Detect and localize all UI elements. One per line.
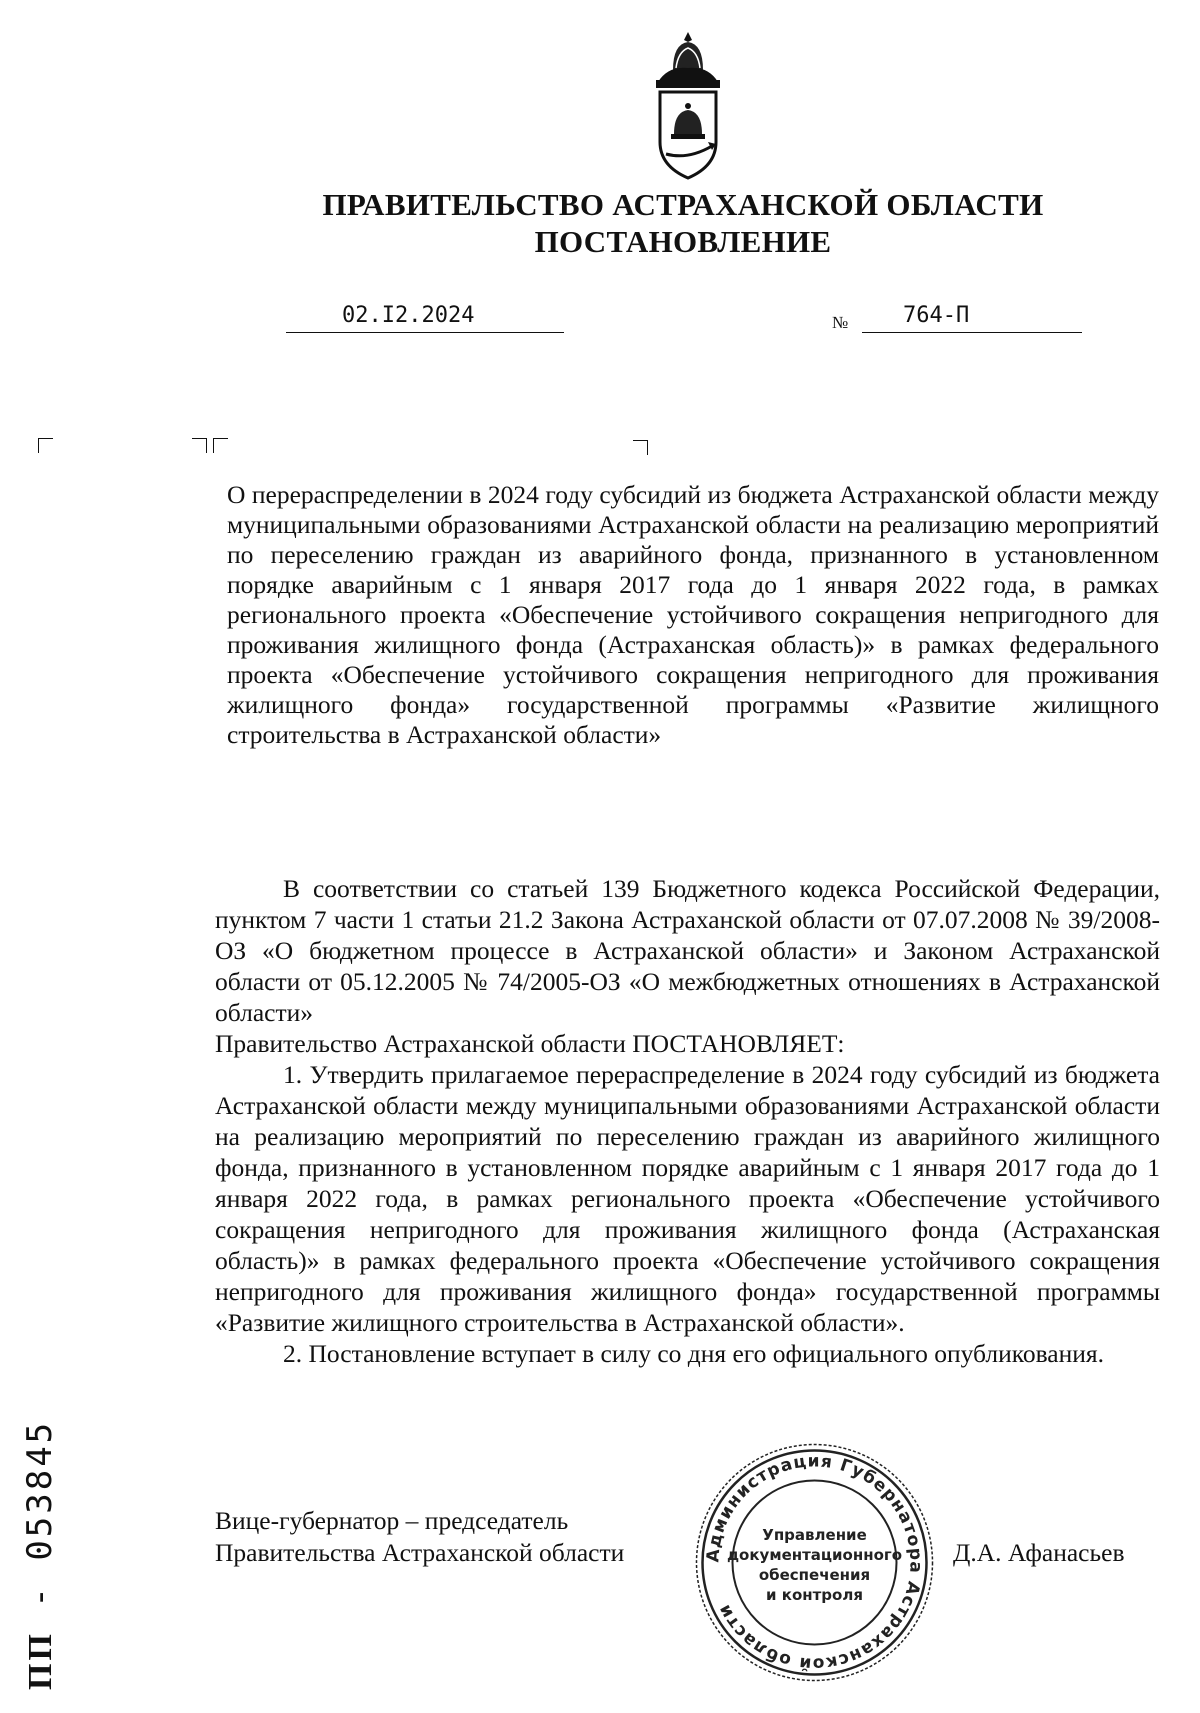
signatory-position bbox=[215, 1505, 624, 1569]
number-underline bbox=[862, 302, 1082, 333]
body-paragraph-resolves: Правительство Астраханской области ПОСТАНОВЛЯЕТ: bbox=[215, 1029, 845, 1058]
bracket-top-mid-left bbox=[192, 438, 207, 453]
official-stamp bbox=[692, 1440, 937, 1685]
document-body bbox=[215, 873, 1160, 1369]
body-paragraph-item-2: 2. Постановление вступает в силу со дня его официального опубликования. bbox=[283, 1339, 1104, 1368]
bracket-top-mid-right bbox=[213, 438, 228, 453]
stamp-ring-text: Администрация Губернатора Астраханской области bbox=[703, 1451, 926, 1674]
stamp-line-1: Управление bbox=[762, 1526, 867, 1544]
bracket-top-left bbox=[38, 438, 53, 453]
signatory-position-line1: Вице-губернатор – председатель bbox=[215, 1506, 569, 1535]
stamp-line-4: и контроля bbox=[766, 1586, 863, 1604]
authority-title: ПРАВИТЕЛЬСТВО АСТРАХАНСКОЙ ОБЛАСТИ bbox=[322, 187, 1044, 222]
serial-digits: 053845 bbox=[20, 1419, 60, 1561]
number-label: № bbox=[832, 313, 849, 332]
stamp-line-3: обеспечения bbox=[758, 1566, 871, 1584]
document-date: 02.I2.2024 bbox=[342, 303, 475, 328]
bracket-top-right bbox=[633, 440, 648, 455]
coat-of-arms-emblem bbox=[638, 30, 738, 185]
document-number: 764-П bbox=[903, 303, 970, 328]
blank-serial-number bbox=[20, 1420, 60, 1690]
signatory-position-line2: Правительства Астраханской области bbox=[215, 1538, 625, 1567]
serial-dash: - bbox=[20, 1560, 60, 1632]
document-type-title: ПОСТАНОВЛЕНИЕ bbox=[534, 224, 832, 259]
document-subject: О перераспределении в 2024 году субсидий из бюджета Астраханской области между муниципальными образованиями Астраханской области на реализацию мероприятий по переселению граждан из аварийного фонда, признанного в установленном порядке аварийным с 1 января 2017 года до 1 января 2022 года, в рамках регионального проекта «Обеспечение устойчивого сокращения непригодного для проживания жилищного фонда (Астраханская область)» в рамках федерального проекта «Обеспечение устойчивого сокращения непригодного для проживания жилищного фонда» государственной программы «Развитие жилищного строительства в Астраханской области» bbox=[227, 480, 1159, 749]
body-paragraph-basis: В соответствии со статьей 139 Бюджетного кодекса Российской Федерации, пунктом 7 части 1 статьи 21.2 Закона Астраханской области от 07.07.2008 № 39/2008-ОЗ «О бюджетном процессе в Астраханской области» и Законом Астраханской области от 05.12.2005 № 74/2005-ОЗ «О межбюджетных отношениях в Астраханской области» bbox=[215, 874, 1160, 1027]
serial-prefix: ПП bbox=[22, 1631, 59, 1690]
body-paragraph-item-1: 1. Утвердить прилагаемое перераспределение в 2024 году субсидий из бюджета Астраханской области между муниципальными образованиями Астраханской области на реализацию мероприятий по переселению граждан из аварийного жилищного фонда, признанного в установленном порядке аварийным с 1 января 2017 года до 1 января 2022 года, в рамках регионального проекта «Обеспечение устойчивого сокращения непригодного для проживания жилищного фонда (Астраханская область)» в рамках федерального проекта «Обеспечение устойчивого сокращения непригодного для проживания жилищного фонда» государственной программы «Развитие жилищного строительства в Астраханской области». bbox=[215, 1060, 1160, 1337]
stamp-line-2: документационного bbox=[726, 1546, 903, 1564]
signatory-name: Д.А. Афанасьев bbox=[953, 1538, 1125, 1567]
